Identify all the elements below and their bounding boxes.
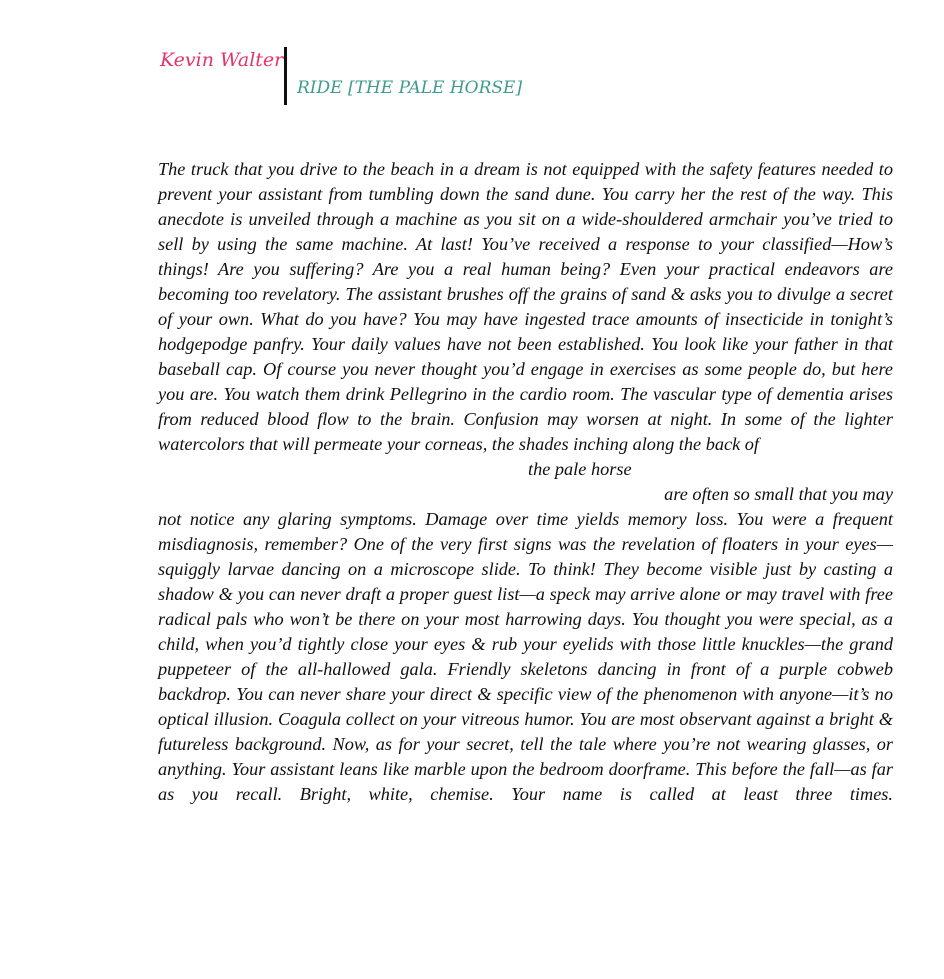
poem-resume-line: are often so small that you may bbox=[664, 484, 893, 504]
poem-middle-line: the pale horse bbox=[528, 459, 632, 479]
poem-title: RIDE [THE PALE HORSE] bbox=[297, 78, 523, 98]
poem-body bbox=[158, 157, 893, 807]
poem-stanza-1: The truck that you drive to the beach in a dream is not equipped with the safety features needed to prevent your assistant from tumbling down the sand dune. You carry her the rest of the way. This anecdote is unveiled through a machine as you sit on a wide-shouldered armchair you’ve tried to sell by using the same machine. At last! You’ve received a response to your classified—How’s things! Are you suffering? Are you a real human being? Even your practical endeavors are becoming too revelatory. The assistant brushes off the grains of sand & asks you to divulge a secret of your own. What do you have? You may have ingested trace amounts of insecticide in tonight’s hodgepodge panfry. Your daily values have not been established. You look like your father in that baseball cap. Of course you never thought you’d engage in exercises as some people do, but here you are. You watch them drink Pellegrino in the cardio room. The vascular type of dementia arises from reduced blood flow to the brain. Confusion may worsen at night. In some of the lighter watercolors that will permeate your corneas, the shades inching along the back of bbox=[158, 159, 893, 454]
author-name: Kevin Walter bbox=[160, 49, 284, 71]
header-divider bbox=[284, 47, 287, 105]
poem-stanza-2: not notice any glaring symptoms. Damage over time yields memory loss. You were a frequent misdiagnosis, remember? One of the very first signs was the revelation of floaters in your eyes—squiggly larvae dancing on a microscope slide. To think! They become visible just by casting a shadow & you can never draft a proper guest list—a speck may arrive alone or may travel with free radical pals who won’t be there on your most harrowing days. You thought you were special, as a child, when you’d tightly close your eyes & rub your eyelids with those little knuckles—the grand puppeteer of the all-hallowed gala. Friendly skeletons dancing in front of a purple cobweb backdrop. You can never share your direct & specific view of the phenomenon with anyone—it’s no optical illusion. Coagula collect on your vitreous humor. You are most observant against a bright & futureless background. Now, as for your secret, tell the tale where you’re not wearing glasses, or anything. Your assistant leans like marble upon the bedroom doorframe. This before the fall—as far as you recall. Bright, white, chemise. Your name is called at least three times. bbox=[158, 509, 893, 804]
